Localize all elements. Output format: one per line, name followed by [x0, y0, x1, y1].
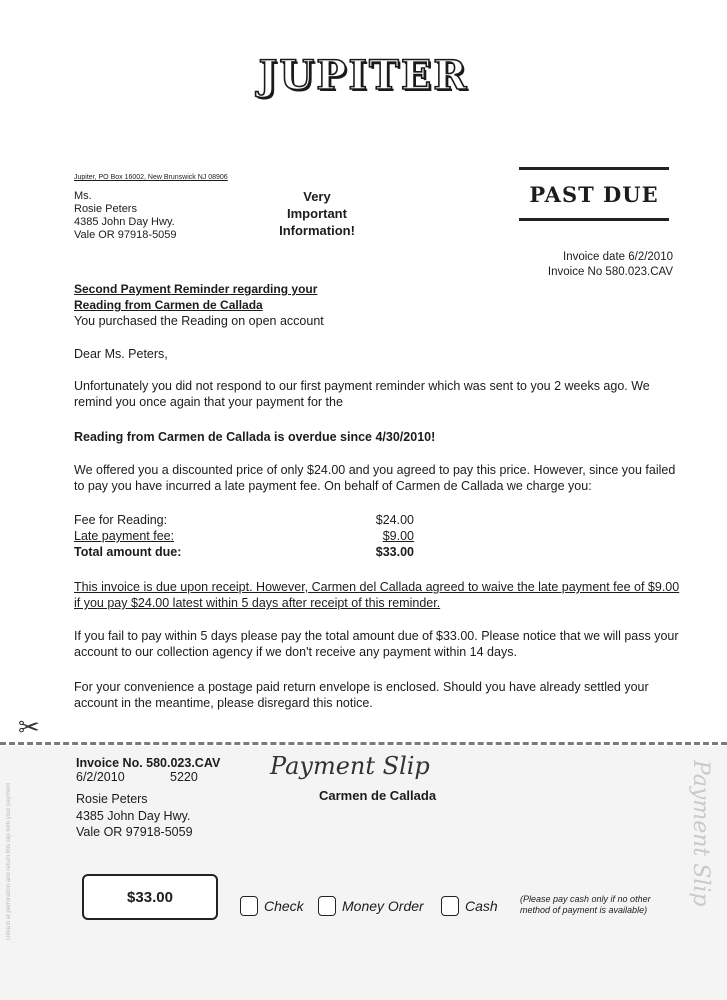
option-money-order[interactable]	[318, 896, 424, 916]
fee-value: $24.00	[375, 513, 414, 527]
subject-line: Reading from Carmen de Callada	[74, 298, 263, 312]
total-value: $33.00	[375, 545, 414, 559]
note-line: (Please pay cash only if no other	[520, 894, 651, 904]
invoice-number: Invoice No 580.023.CAV	[547, 266, 673, 278]
slip-fineprint: Detach at perforation and return this slip with your payment	[6, 782, 12, 940]
past-due-label: PAST DUE	[529, 181, 659, 207]
recipient-name: Rosie Peters	[74, 203, 137, 215]
slip-code: 5220	[170, 770, 198, 784]
recipient-title: Ms.	[74, 190, 92, 202]
invoice-date: Invoice date 6/2/2010	[563, 251, 673, 263]
late-fee-value: $9.00	[382, 529, 414, 543]
slip-side-title: Payment Slip	[688, 760, 713, 907]
recipient-city: Vale OR 97918-5059	[74, 229, 177, 241]
invoice-meta	[548, 250, 673, 280]
scissors-icon: ✂	[18, 712, 40, 742]
note-line: method of payment is available)	[520, 905, 648, 915]
notice-line: Very	[303, 189, 331, 204]
slip-street: 4385 John Day Hwy.	[76, 808, 191, 823]
slip-payee: Carmen de Callada	[319, 788, 437, 803]
option-label: Cash	[465, 898, 498, 914]
payment-slip	[0, 746, 727, 1000]
past-due-stamp	[519, 167, 669, 221]
check-checkbox[interactable]	[240, 896, 258, 916]
option-label: Check	[264, 898, 304, 914]
letter-subject	[74, 281, 317, 313]
notice-line: Information!	[279, 223, 355, 238]
total-row	[74, 544, 414, 560]
overdue-statement: Reading from Carmen de Callada is overdue since 4/30/2010!	[74, 430, 436, 444]
subject-line: Second Payment Reminder regarding your	[74, 282, 318, 296]
late-fee-row	[74, 528, 414, 544]
cash-note	[520, 894, 651, 916]
salutation: Dear Ms. Peters,	[74, 347, 168, 361]
perforation-line	[0, 742, 727, 745]
slip-name: Rosie Peters	[76, 792, 148, 806]
paragraph-first-reminder: Unfortunately you did not respond to our first payment reminder which was sent to you 2 weeks ago. We remind you once again that your payment for the	[74, 379, 650, 409]
money-order-checkbox[interactable]	[318, 896, 336, 916]
total-label: Total amount due:	[74, 545, 182, 559]
paragraph-discount: We offered you a discounted price of only $24.00 and you agreed to pay this price. However, since you failed to pay you have incurred a late payment fee. On behalf of Carmen de Callada we charge you:	[74, 463, 676, 493]
slip-invoice-number: Invoice No. 580.023.CAV	[76, 756, 221, 770]
fee-row	[74, 512, 414, 528]
option-cash[interactable]	[441, 896, 498, 916]
slip-address	[76, 791, 193, 841]
option-check[interactable]	[240, 896, 304, 916]
slip-city: Vale OR 97918-5059	[76, 825, 193, 839]
recipient-address	[74, 190, 177, 242]
return-address: Jupiter, PO Box 16002, New Brunswick NJ 08906	[74, 174, 228, 181]
notice-line: Important	[287, 206, 347, 221]
option-label: Money Order	[342, 898, 424, 914]
paragraph-envelope: For your convenience a postage paid return envelope is enclosed. Should you have already settled your account in the meantime, please disregard this notice.	[74, 680, 649, 710]
cash-checkbox[interactable]	[441, 896, 459, 916]
company-logo: JUPITER	[258, 52, 469, 99]
open-account-line: You purchased the Reading on open account	[74, 314, 324, 328]
amount-due-box: $33.00	[82, 874, 218, 920]
slip-title: Payment Slip	[270, 752, 430, 780]
important-notice	[262, 188, 372, 239]
recipient-street: 4385 John Day Hwy.	[74, 216, 175, 228]
fee-label: Fee for Reading:	[74, 513, 168, 527]
paragraph-collection: If you fail to pay within 5 days please pay the total amount due of $33.00. Please notice that we will pass your account to our collection agency if we don't receive any payment within 14 days.	[74, 629, 679, 659]
slip-date: 6/2/2010	[76, 770, 125, 784]
waiver-notice: This invoice is due upon receipt. However, Carmen del Callada agreed to waive the late payment fee of $9.00 if you pay $24.00 latest within 5 days after receipt of this reminder.	[74, 580, 680, 610]
late-fee-label: Late payment fee:	[74, 529, 175, 543]
fee-table	[74, 512, 414, 560]
